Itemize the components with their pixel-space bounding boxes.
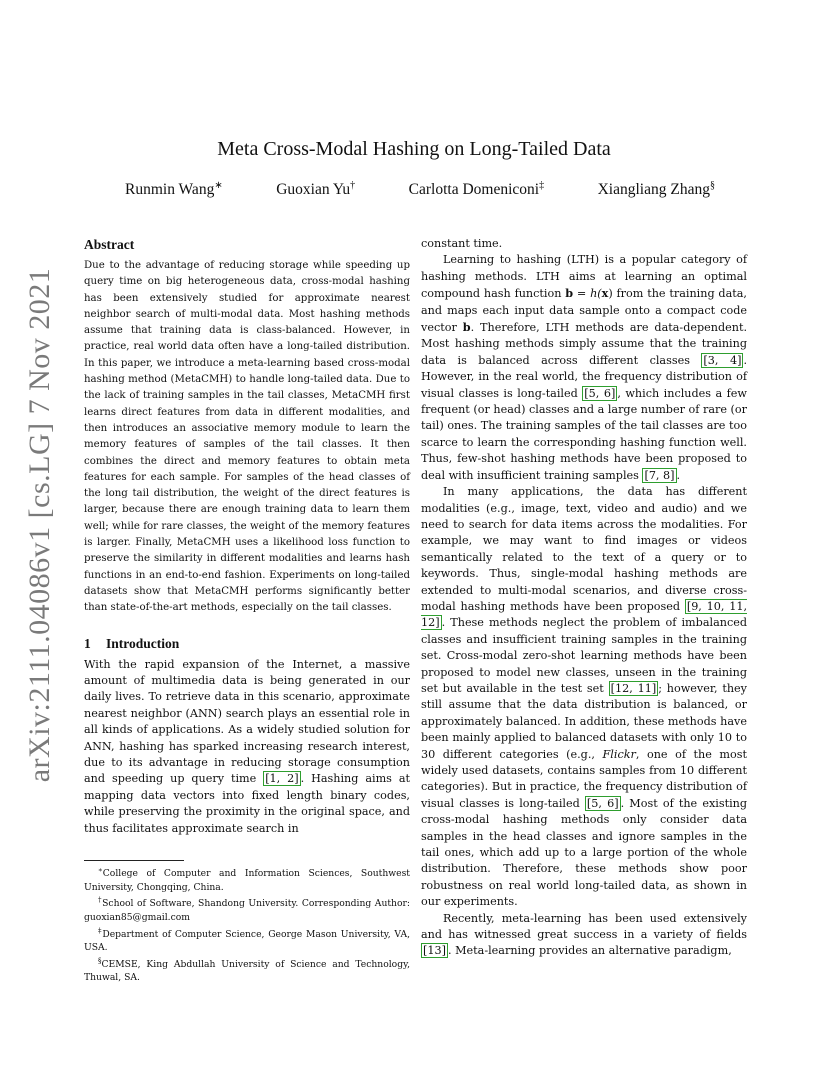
citation-link[interactable]: [5, 6]: [586, 796, 619, 810]
footnote: ∗College of Computer and Information Sciences, Southwest University, Chongqing, China.: [84, 866, 410, 893]
intro-continuation: constant time.: [421, 237, 503, 250]
citation-link[interactable]: [7, 8]: [644, 468, 675, 482]
section-title: Introduction: [106, 635, 180, 651]
citation-link[interactable]: [1, 2]: [265, 772, 299, 786]
abstract-heading: Abstract: [84, 237, 135, 252]
intro-paragraph-4: Recently, meta-learning has been used extensively and has witnessed great success in a variety of fields [13] . Meta-learning provides an alternative paradigm,: [421, 911, 747, 958]
citation-link[interactable]: [3, 4]: [703, 353, 742, 367]
citation-link[interactable]: [13]: [423, 944, 446, 958]
paper-title: Meta Cross-Modal Hashing on Long-Tailed Data: [217, 138, 611, 160]
right-column: [421, 236, 747, 960]
section-number: 1: [84, 635, 91, 651]
footnote: §CEMSE, King Abdullah University of Science and Technology, Thuwal, SA.: [84, 956, 410, 984]
left-column: [84, 236, 410, 837]
intro-paragraph-2: Learning to hashing (LTH) is a popular category of hashing methods. LTH aims at learning an optimal compound hash function b = h(x) from the training data, and maps each input data sample onto a compact code vector b. Therefore, LTH methods are data-dependent. Most hashing methods simply assume that the training data is balanced across different classes [3, 4] . However, in the real world, the frequency distribution of visual classes is long-tailed [5, 6] , which includes a few frequent (or head) classes and a large number of rare (or tail) ones. The training samples of the tail classes are too scarce to learn the corresponding hashing function well. Thus, few-shot hashing methods have been proposed to deal with insufficient training samples [7, 8] .: [421, 253, 748, 482]
citation-link[interactable]: [12, 11]: [610, 681, 657, 695]
abstract-text: Due to the advantage of reducing storage while speeding up query time on big heterogeneous data, cross-modal hashing has been extensively studied for approximate nearest neighbor search of multi-modal data. Most hashing methods assume that training data is class-balanced. However, in practice, real world data often have a long-tailed distribution. In this paper, we introduce a meta-learning based cross-modal hashing method (MetaCMH) to handle long-tailed data. Due to the lack of training samples in the tail classes, MetaCMH first learns direct features from data in different modalities, and then introduces an associative memory module to learn the memory features of samples of the tail classes. It then combines the direct and memory features to obtain meta features for each sample. For samples of the head classes of the long tail distribution, the weight of the direct features is larger, because there are enough training data to learn them well; while for rare classes, the weight of the memory features is larger. Finally, MetaCMH uses a likelihood loss function to preserve the similarity in different modalities and learns hash functions in an end-to-end fashion. Experiments on long-tailed datasets show that MetaCMH performs significantly better than state-of-the-art methods, especially on the tail classes.: [84, 260, 410, 614]
author: Xiangliang Zhang§: [597, 180, 715, 199]
author: Runmin Wang∗: [125, 180, 223, 199]
intro-paragraph-3: In many applications, the data has different modalities (e.g., image, text, video and audio) and we need to search for data items across the modalities. For example, we may want to find images or videos semantically related to the text of a query or to keywords. Thus, single-modal hashing methods are extended to multi-modal scenarios, and diverse cross-modal hashing methods have been proposed [9, 10, 11, 12] . These methods neglect the problem of imbalanced classes and insufficient training samples in the training set. Cross-modal zero-shot learning methods have been proposed to model new classes, unseen in the training set but available in the test set [12, 11] ; however, they still assume that the data distribution is balanced, or approximately balanced. In addition, these methods have been mainly applied to balanced datasets with only 10 to 30 different categories (e.g., Flickr, one of the most widely used datasets, contains samples from 10 different categories). But in practice, the frequency distribution of visual classes is long-tailed [5, 6] . Most of the existing cross-modal hashing methods only consider data samples in the head classes and ignore samples in the tail ones, which add up to a large portion of the whole distribution. Therefore, these methods show poor robustness on real world long-tailed data, as shown in our experiments.: [421, 485, 748, 909]
citation-link[interactable]: [9, 10, 11, 12]: [421, 599, 747, 630]
author: Guoxian Yu†: [276, 180, 356, 199]
footnote-divider: [84, 860, 184, 861]
arxiv-identifier-stamp: [20, 267, 60, 783]
footnotes: [84, 864, 410, 985]
citation-link[interactable]: [5, 6]: [584, 386, 616, 400]
arxiv-stamp-text: arXiv:2111.04086v1 [cs.LG] 7 Nov 2021: [23, 267, 56, 783]
author: Carlotta Domeniconi‡: [408, 180, 545, 199]
intro-paragraph-1: With the rapid expansion of the Internet, a massive amount of multimedia data is being generated in our daily lives. To retrieve data in this scenario, approximate nearest neighbor (ANN) search plays an essential role in all kinds of applications. As a widely studied solution for ANN, hashing has sparked increasing research interest, due to its advantage in reducing storage consumption and speeding up query time [1, 2] . Hashing aims at mapping data vectors into fixed length binary codes, while preserving the proximity in the original space, and thus facilitates approximate search in: [84, 657, 410, 835]
footnote: ‡Department of Computer Science, George Mason University, VA, USA.: [84, 926, 410, 954]
footnote: †School of Software, Shandong University. Corresponding Author: guoxian85@gmail.com: [84, 896, 410, 923]
author-list: [125, 180, 715, 199]
section-heading-introduction: [84, 634, 410, 654]
